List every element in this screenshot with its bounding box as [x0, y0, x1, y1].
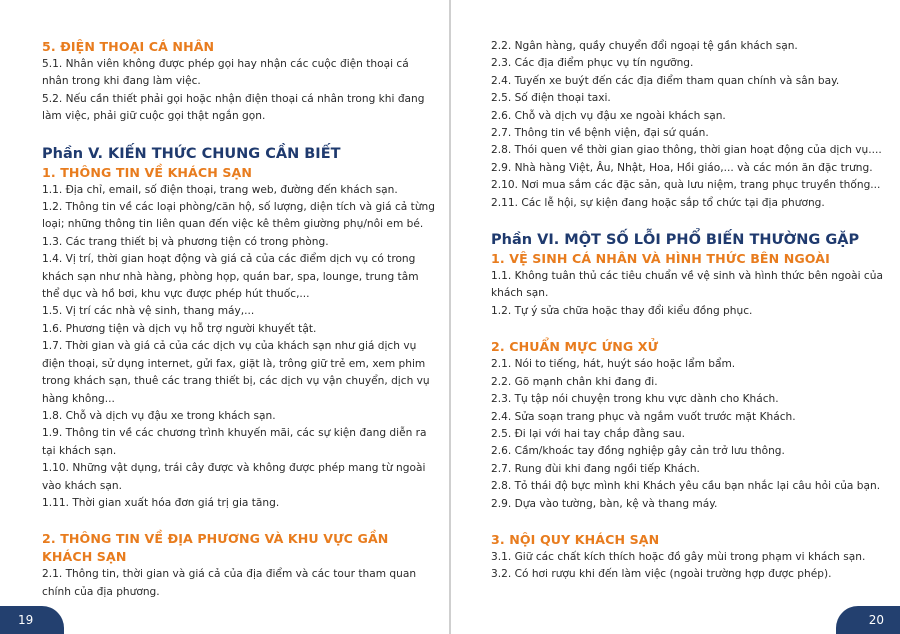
text-line: 2.8. Thói quen về thời gian giao thông, thời gian hoạt động của dịch vụ....: [491, 144, 882, 157]
text-line: vào khách sạn.: [42, 479, 122, 492]
section-spacer: [42, 126, 422, 144]
right-page-footer: [836, 606, 900, 634]
text-line: 1.11. Thời gian xuất hóa đơn giá trị gia tăng.: [42, 496, 280, 509]
text-line: làm việc, phải giữ cuộc gọi thật ngắn gọn.: [42, 110, 266, 123]
left-page-content: [42, 38, 435, 601]
text-line: 2.1. Thông tin, thời gian và giá cả của địa điểm và các tour tham quan: [42, 568, 417, 581]
text-line: nhân trong khi đang làm việc.: [42, 75, 201, 88]
section-spacer: [491, 212, 871, 230]
text-line: loại; những thông tin liên quan đến việc kê thêm giường phụ/nôi em bé.: [42, 218, 424, 231]
text-line: 5.2. Nếu cần thiết phải gọi hoặc nhận điện thoại cá nhân trong khi đang: [42, 92, 425, 105]
text-line: 1.5. Vị trí các nhà vệ sinh, thang máy,...: [42, 305, 255, 318]
text-line: hàng không...: [42, 392, 115, 405]
text-line: 2.11. Các lễ hội, sự kiện đang hoặc sắp tổ chức tại địa phương.: [491, 196, 825, 209]
left-page: [0, 0, 449, 634]
part-title: Phần VI. MỘT SỐ LỖI PHỔ BIẾN THƯỜNG GẶP: [491, 232, 860, 249]
text-line: 1.2. Tự ý sửa chữa hoặc thay đổi kiểu đồng phục.: [491, 304, 753, 317]
text-line: 3.1. Giữ các chất kích thích hoặc đồ gây mùi trong phạm vi khách sạn.: [491, 550, 866, 563]
text-line: 2.8. Tỏ thái độ bực mình khi Khách yêu cầu bạn nhắc lại câu hỏi của bạn.: [491, 480, 881, 493]
right-page: [451, 0, 900, 634]
text-line: 2.10. Nơi mua sắm các đặc sản, quà lưu niệm, trang phục truyền thống...: [491, 179, 881, 192]
text-line: 1.9. Thông tin về các chương trình khuyến mãi, các sự kiện đang diễn ra: [42, 427, 427, 440]
text-line: 1.7. Thời gian và giá cả của các dịch vụ của khách sạn như giá dịch vụ: [42, 340, 417, 353]
section-spacer: [491, 320, 871, 338]
text-line: 2.6. Cầm/khoác tay đồng nghiệp gây cản trở lưu thông.: [491, 445, 785, 458]
section-heading: 1. VỆ SINH CÁ NHÂN VÀ HÌNH THỨC BÊN NGOÀI: [491, 251, 830, 267]
section-heading: 1. THÔNG TIN VỀ KHÁCH SẠN: [42, 164, 253, 180]
section-spacer: [42, 512, 422, 530]
text-line: điện thoại, sử dụng internet, gửi fax, giặt là, trông giữ trẻ em, xem phim: [42, 357, 426, 370]
text-line: 1.1. Không tuân thủ các tiêu chuẩn về vệ sinh và hình thức bên ngoài của: [491, 270, 883, 283]
text-line: 1.8. Chỗ và dịch vụ đậu xe trong khách sạn.: [42, 409, 276, 422]
text-line: 5.1. Nhân viên không được phép gọi hay nhận các cuộc điện thoại cá: [42, 58, 409, 70]
text-line: 1.6. Phương tiện và dịch vụ hỗ trợ người khuyết tật.: [42, 322, 317, 335]
page-number-right: 20: [868, 613, 884, 627]
text-line: chính của địa phương.: [42, 585, 160, 598]
page-number-left: 19: [18, 613, 34, 627]
text-line: 2.3. Tụ tập nói chuyện trong khu vực dành cho Khách.: [491, 393, 779, 406]
text-line: 2.3. Các địa điểm phục vụ tín ngưỡng.: [491, 57, 694, 70]
text-line: 2.2. Gõ mạnh chân khi đang đi.: [491, 375, 658, 388]
text-line: 2.5. Số điện thoại taxi.: [491, 92, 611, 105]
left-page-footer: [0, 606, 64, 634]
text-line: 1.1. Địa chỉ, email, số điện thoại, trang web, đường đến khách sạn.: [42, 183, 398, 196]
text-line: 2.9. Dựa vào tường, bàn, kệ và thang máy.: [491, 497, 718, 510]
text-line: 1.4. Vị trí, thời gian hoạt động và giá cả của các điểm dịch vụ có trong: [42, 253, 416, 266]
text-line: thể dục và hồ bơi, khu vực được phép hút thuốc,...: [42, 288, 310, 301]
section-heading: 5. ĐIỆN THOẠI CÁ NHÂN: [42, 39, 215, 54]
section-heading: 2. THÔNG TIN VỀ ĐỊA PHƯƠNG VÀ KHU VỰC GẦN KHÁCH SẠN: [42, 531, 389, 565]
part-title: Phần V. KIẾN THỨC CHUNG CẦN BIẾT: [42, 145, 341, 162]
text-line: 1.3. Các trang thiết bị và phương tiện có trong phòng.: [42, 235, 329, 248]
text-line: trong khách sạn, thuê các trang thiết bị, các dịch vụ vận chuyển, dịch vụ: [42, 375, 430, 388]
text-line: 2.4. Sửa soạn trang phục và ngắm vuốt trước mặt Khách.: [491, 410, 796, 423]
section-heading: 2. CHUẨN MỰC ỨNG XỬ: [491, 339, 659, 355]
text-line: 2.7. Rung đùi khi đang ngồi tiếp Khách.: [491, 462, 700, 475]
section-heading: 3. NỘI QUY KHÁCH SẠN: [491, 531, 660, 547]
text-line: 2.4. Tuyến xe buýt đến các địa điểm tham quan chính và sân bay.: [491, 74, 840, 87]
right-page-content: [491, 38, 883, 584]
text-line: 1.10. Những vật dụng, trái cây được và không được phép mang từ ngoài: [42, 462, 426, 475]
text-line: 2.7. Thông tin về bệnh viện, đại sứ quán.: [491, 127, 709, 140]
text-line: 2.5. Đi lại với hai tay chắp đằng sau.: [491, 427, 685, 440]
text-line: tại khách sạn.: [42, 444, 117, 457]
text-line: 2.6. Chỗ và dịch vụ đậu xe ngoài khách sạn.: [491, 109, 726, 122]
text-line: 2.1. Nói to tiếng, hát, huýt sáo hoặc lẩm bẩm.: [491, 358, 736, 371]
text-line: 1.2. Thông tin về các loại phòng/căn hộ, số lượng, diện tích và giá cả từng: [42, 201, 435, 214]
section-spacer: [491, 513, 871, 531]
text-line: 3.2. Có hơi rượu khi đến làm việc (ngoài trường hợp được phép).: [491, 568, 832, 581]
text-line: khách sạn như nhà hàng, phòng họp, quán bar, spa, lounge, trung tâm: [42, 270, 419, 283]
text-line: 2.9. Nhà hàng Việt, Âu, Nhật, Hoa, Hồi giáo,... và các món ăn đặc trưng.: [491, 161, 873, 174]
text-line: 2.2. Ngân hàng, quầy chuyển đổi ngoại tệ gần khách sạn.: [491, 40, 798, 52]
text-line: khách sạn.: [491, 287, 549, 300]
